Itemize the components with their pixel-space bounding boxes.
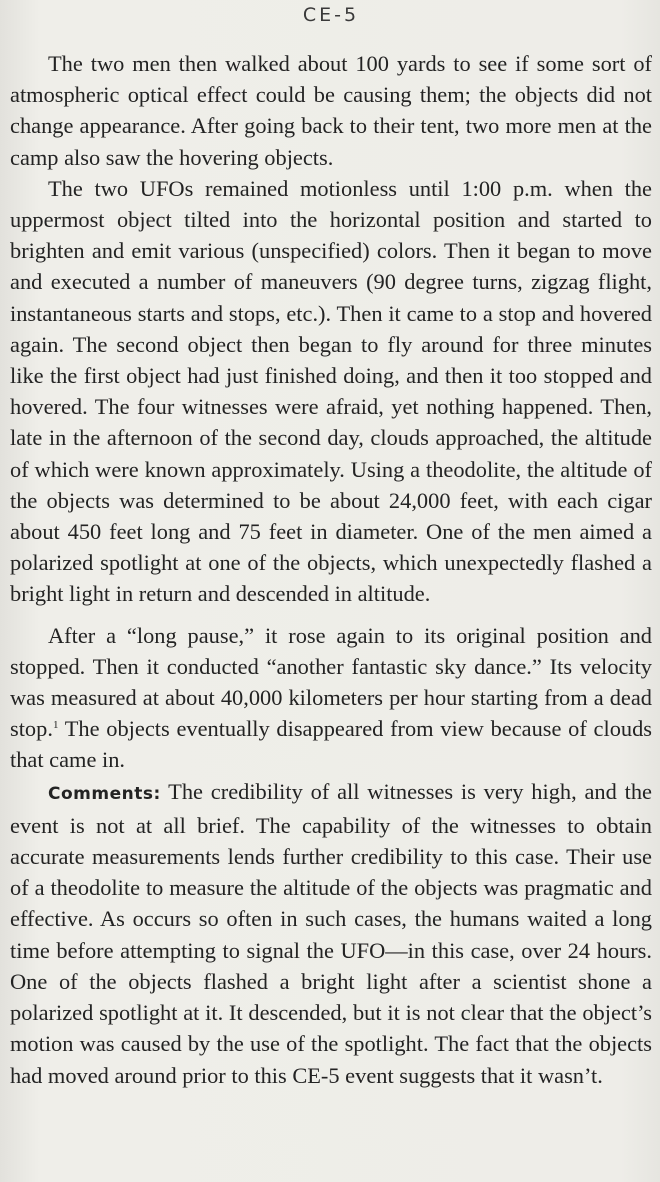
paragraph-ufo-maneuvers: The two UFOs remained motionless until 1:00 p.m. when the uppermost object tilted into the horizontal position and started to brighten and emit various (unspecified) colors. Then it began to move and executed a number of maneuvers (90 degree turns, zigzag flight, instantaneous starts and stops, etc.). Then it came to a stop and hovered again. The second object then began to fly around for three minutes like the first object had just finished doing, and then it too stopped and hovered. The four witnesses were afraid, yet nothing happened. Then, late in the afternoon of the second day, clouds approached, the altitude of which were known approximately. Using a theodolite, the altitude of the objects was determined to be about 24,000 feet, with each cigar about 450 feet long and 75 feet in diameter. One of the men aimed a polarized spotlight at one of the objects, which unexpectedly flashed a bright light in return and descended in altitude. bbox=[10, 175, 652, 607]
comments-text: The credibility of all witnesses is very high, and the event is not at all brief. The capability of the witnesses to obtain accurate measurements lends further credibility to this case. Their use of a theodolite to measure the altitude of the objects was pragmatic and effective. As occurs so often in such cases, the humans waited a long time before attempting to signal the UFO—in this case, over 24 hours. One of the objects flashed a bright light after a scientist shone a polarized spotlight at it. It descended, but it is not clear that the object’s motion was caused by the use of the spotlight. The fact that the objects had moved around prior to this CE-5 event suggests that it wasn’t. bbox=[10, 778, 652, 1088]
paragraph-walk-test: The two men then walked about 100 yards to see if some sort of atmospheric optical effect could be causing them; the objects did not change appearance. After going back to their tent, two more men at the camp also saw the hovering objects. bbox=[10, 51, 652, 170]
paragraph-sky-dance bbox=[10, 620, 652, 776]
body-text bbox=[10, 48, 652, 1091]
paragraph-comments bbox=[10, 776, 652, 1091]
running-header: CE-5 bbox=[302, 4, 360, 26]
footnote-marker: 1 bbox=[52, 719, 59, 732]
sky-dance-text-start: After a “long pause,” it rose again to its original position and stopped. Then it conducted “another fantastic sky dance.” Its velocity was measured at about 40,000 kilometers per hour starting from a dead stop. bbox=[10, 622, 652, 742]
comments-label: Comments: bbox=[48, 783, 161, 804]
sky-dance-text-end: The objects eventually disappeared from view because of clouds that came in. bbox=[10, 716, 652, 773]
